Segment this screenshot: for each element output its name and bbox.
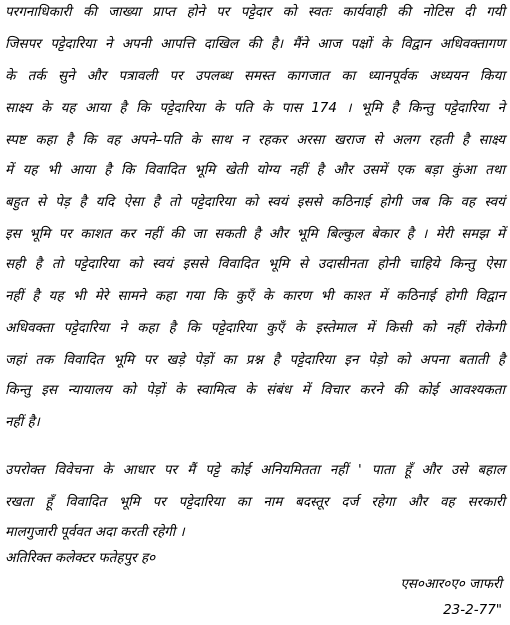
paragraph2-line: रखता हूँ विवादित भूमि पर पट्टेदारिया का नाम बदस्तूर दर्ज रहेगा और वह सरकारी — [5, 494, 505, 510]
paragraph1-last-line: नहीं है। — [5, 414, 40, 430]
signature-date: 23-2-77" — [443, 602, 502, 618]
paragraph2-last-line: मालगुजारी पूर्ववत अदा करती रहेगी । — [5, 524, 185, 540]
paragraph1-line: परगनाधिकारी की जाख्या प्राप्त होने पर पट्टेदार को स्वतः कार्यवाही की नोटिस दी गयी — [5, 4, 505, 20]
paragraph1-line: में यह भी आया है कि विवादित भूमि खेती योग्य नहीं है और उसमें एक बड़ा कुंआ तथा — [5, 162, 505, 178]
paragraph1-line: बहुत से पेड़ है यदि ऐसा है तो पट्टेदारिया को स्वयं इससे कठिनाई होगी जब कि वह स्वयं — [5, 194, 505, 210]
signature-name: एस०आर०ए० जाफरी — [400, 576, 502, 592]
paragraph1-line: स्पष्ट कहा है कि वह अपने–पति के साथ न रहकर अरसा खराज से अलग रहती है साक्ष्य — [5, 132, 505, 148]
paragraph1-line: नहीं है यह भी मेरे सामने कहा गया कि कुएँ के कारण भी काश्त में कठिनाई होगी विद्वान — [5, 288, 505, 304]
paragraph1-line: इस भूमि पर काशत कर नहीं की जा सकती है और भूमि बिल्कुल बेकार है । मेरी समझ में — [5, 226, 505, 242]
paragraph1-line: सही है तो पट्टेदारिया को स्वयं इससे विवादित भूमि से उदासीनता होनी चाहिये किन्तु ऐसा — [5, 256, 505, 272]
paragraph1-line: साक्ष्य के यह आया है कि पट्टेदारिया के पति के पास 174 । भूमि है किन्तु पट्टेदारिया ने — [5, 100, 505, 116]
paragraph1-line: किन्तु इस न्यायालय को पेड़ों के स्वामित्व के संबंध में विचार करने की कोई आवश्यकता — [5, 382, 505, 398]
paragraph1-line: जिसपर पट्टेदारिया ने अपनी आपत्ति दाखिल की है। मैंने आज पक्षों के विद्वान अधिवक्तागण — [5, 36, 505, 52]
paragraph1-line: जहां तक विवादित भूमि पर खड़े पेड़ों का प्रश्न है पट्टेदारिया इन पेड़ो को अपना बताती है — [5, 352, 505, 368]
paragraph2-line: उपरोक्त विवेचना के आधार पर मैं पट्टे कोई अनियमितता नहीं ' पाता हूँ और उसे बहाल — [5, 462, 505, 478]
designation: अतिरिक्त कलेक्टर फतेहपुर ह० — [5, 550, 156, 566]
paragraph1-line: के तर्क सुने और पत्रावली पर उपलब्ध समस्त कागजात का ध्यानपूर्वक अध्ययन किया — [5, 68, 505, 84]
paragraph1-line: अधिवक्ता पट्टेदारिया ने कहा है कि पट्टेदारिया कुएँ के इस्तेमाल में किसी को नहीं रोकेगी — [5, 320, 505, 336]
